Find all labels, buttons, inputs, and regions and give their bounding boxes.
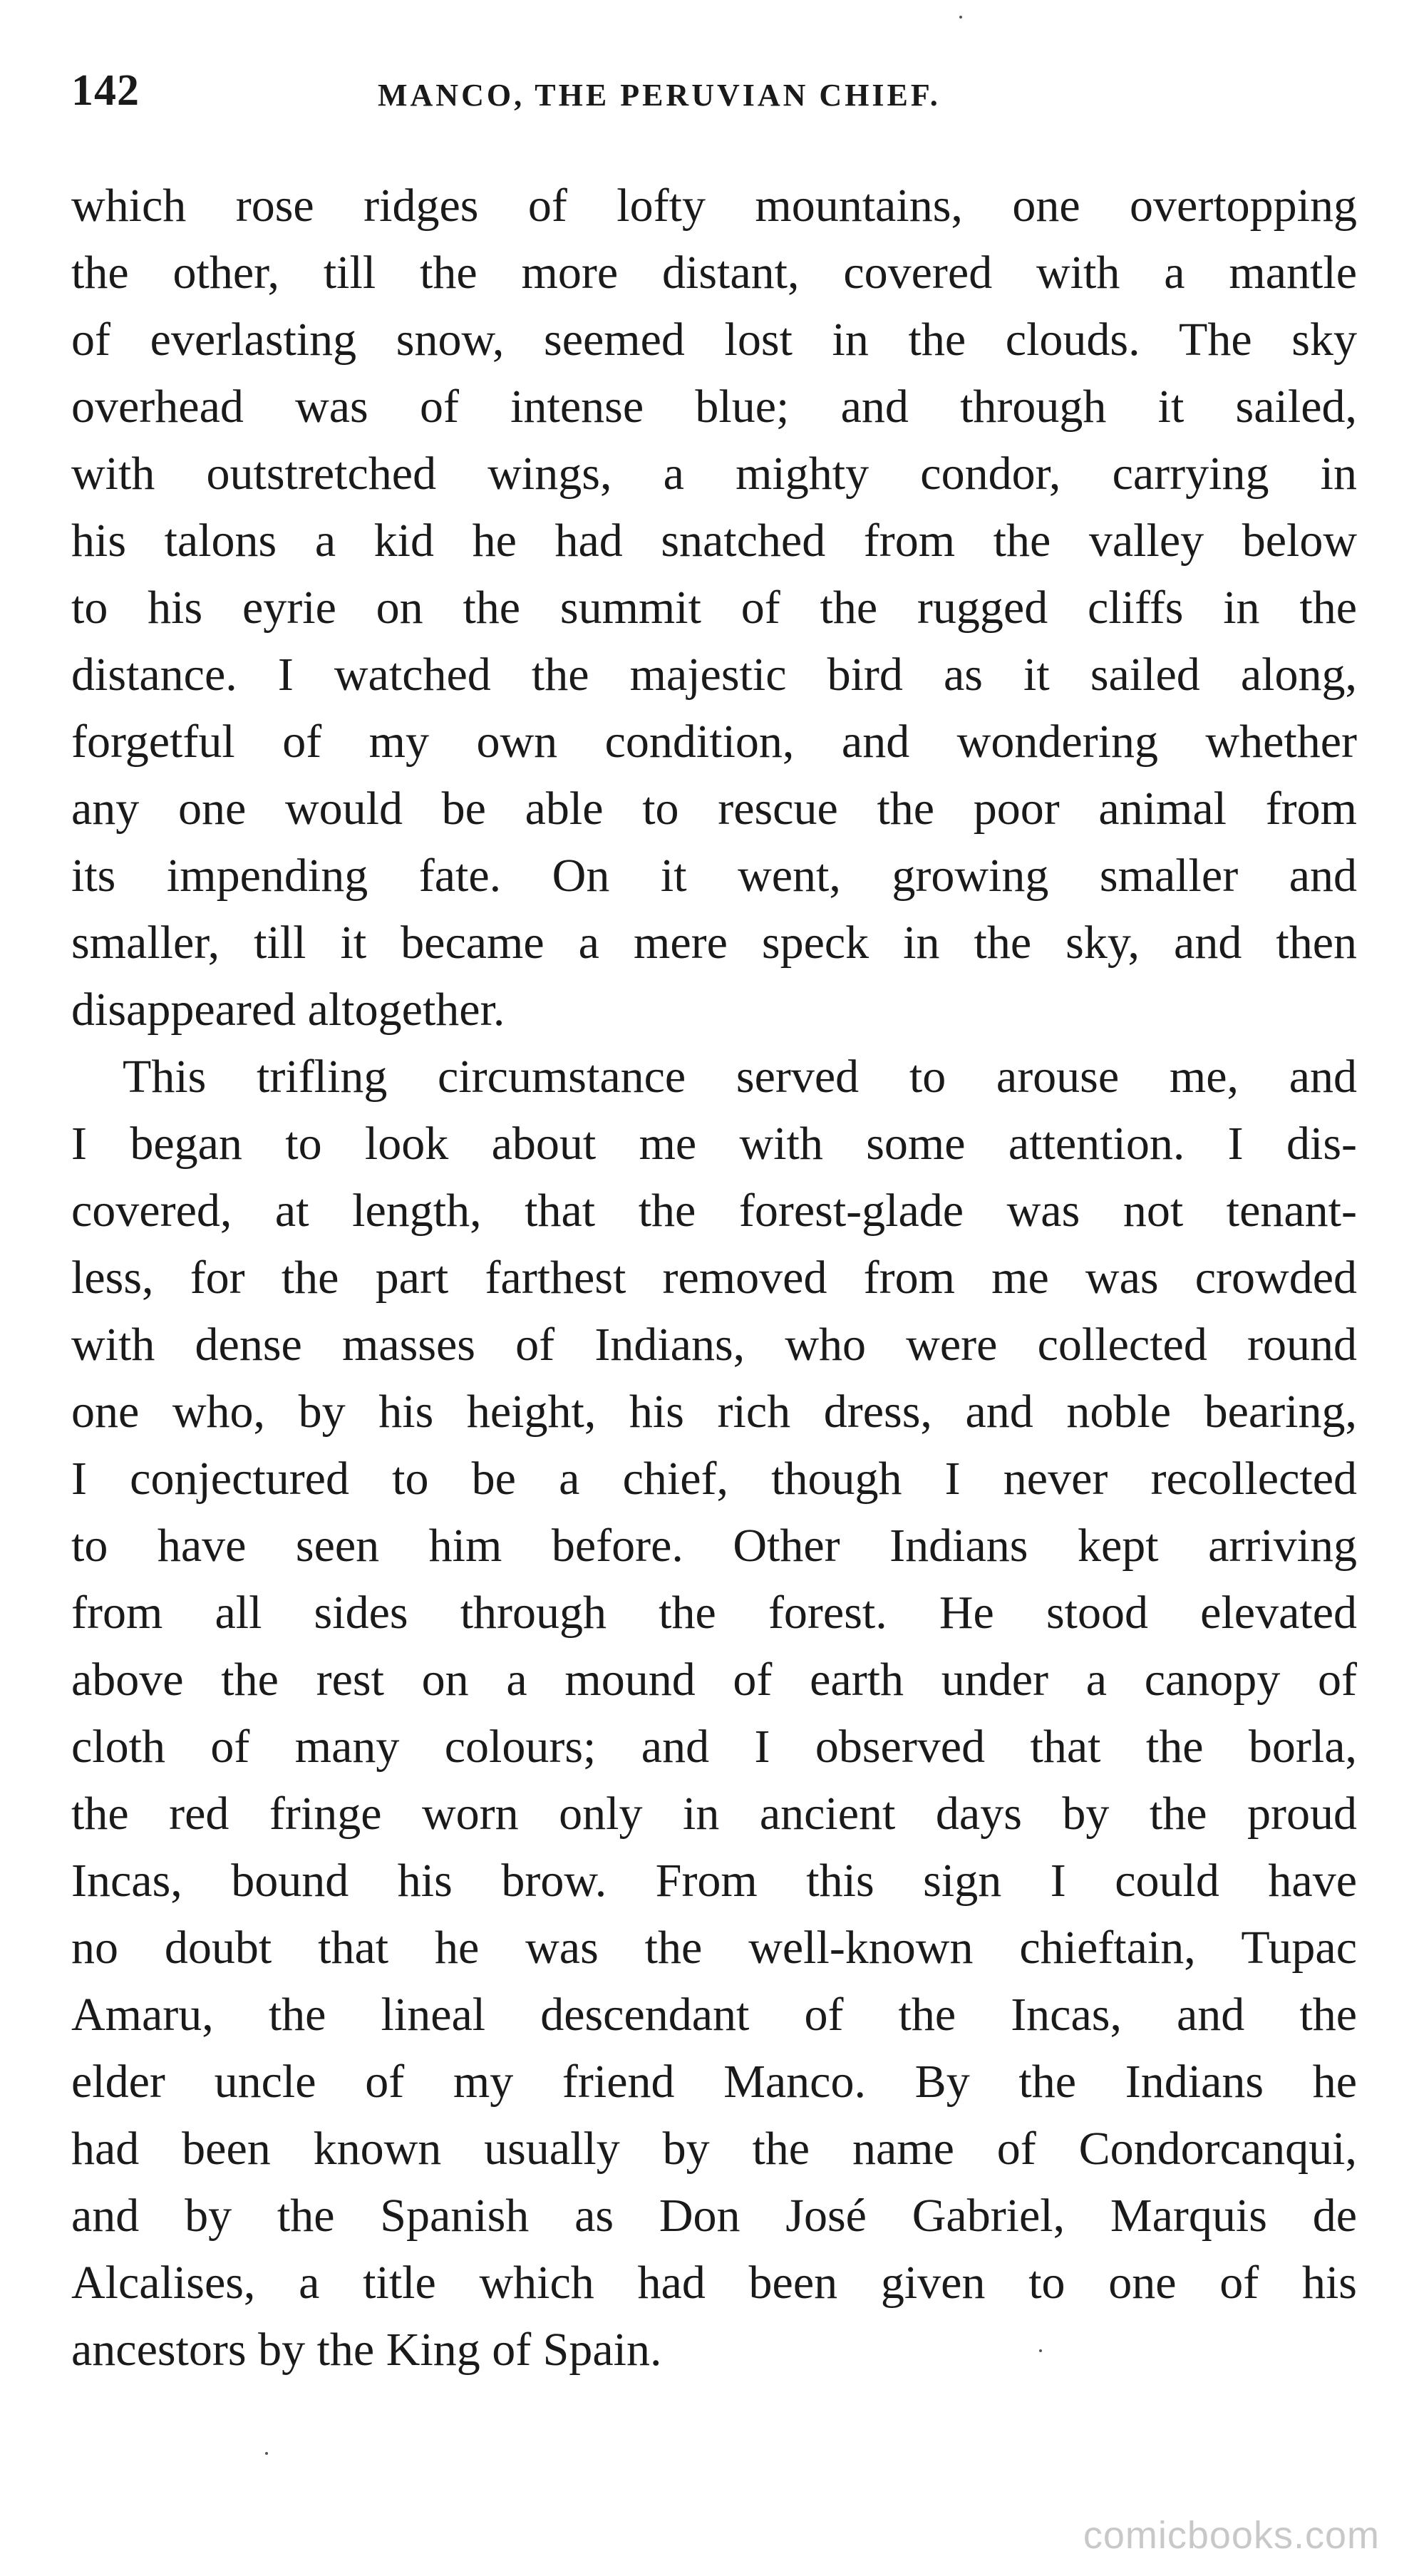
text-line: with outstretched wings, a mighty condor, carrying in: [71, 448, 1357, 500]
text-line: Amaru, the lineal descendant of the Incas, and the: [71, 1989, 1357, 2041]
text-line: I conjectured to be a chief, though I never recollected: [71, 1453, 1357, 1505]
running-title: MANCO, THE PERUVIAN CHIEF.: [378, 78, 941, 113]
text-line: overhead was of intense blue; and through it sailed,: [71, 381, 1357, 433]
text-line: to have seen him before. Other Indians kept arriving: [71, 1520, 1357, 1572]
text-line: any one would be able to rescue the poor animal from: [71, 783, 1357, 835]
text-line: distance. I watched the majestic bird as it sailed along,: [71, 649, 1357, 701]
text-line: the other, till the more distant, covered with a mantle: [71, 247, 1357, 299]
page-header: [71, 66, 1354, 130]
text-line: no doubt that he was the well-known chieftain, Tupac: [71, 1922, 1357, 1974]
text-line: with dense masses of Indians, who were collected round: [71, 1319, 1357, 1371]
watermark: comicbooks.com: [1083, 2514, 1380, 2557]
text-line: which rose ridges of lofty mountains, one overtopping: [71, 180, 1357, 232]
body-text: [71, 172, 1357, 2384]
text-line: cloth of many colours; and I observed that the borla,: [71, 1721, 1357, 1773]
text-line: covered, at length, that the forest-glade was not tenant-: [71, 1185, 1357, 1237]
paragraph-1: [71, 172, 1357, 1044]
text-line: less, for the part farthest removed from me was crowded: [71, 1252, 1357, 1304]
text-line: from all sides through the forest. He stood elevated: [71, 1587, 1357, 1639]
text-line: above the rest on a mound of earth under a canopy of: [71, 1654, 1357, 1706]
text-line: its impending fate. On it went, growing smaller and: [71, 850, 1357, 902]
text-line: forgetful of my own condition, and wondering whether: [71, 716, 1357, 768]
scan-speck: [959, 16, 962, 19]
text-line: This trifling circumstance served to arouse me, and: [123, 1051, 1357, 1103]
text-line: his talons a kid he had snatched from the valley below: [71, 515, 1357, 567]
text-line: ancestors by the King of Spain.: [71, 2324, 662, 2376]
page-number: 142: [71, 66, 140, 115]
text-line: to his eyrie on the summit of the rugged cliffs in the: [71, 582, 1357, 634]
text-line: Incas, bound his brow. From this sign I could have: [71, 1855, 1357, 1907]
text-line: the red fringe worn only in ancient days by the proud: [71, 1788, 1357, 1840]
text-line: elder uncle of my friend Manco. By the Indians he: [71, 2056, 1357, 2108]
text-line: and by the Spanish as Don José Gabriel, Marquis de: [71, 2190, 1357, 2242]
text-line: Alcalises, a title which had been given to one of his: [71, 2257, 1357, 2309]
text-line: disappeared altogether.: [71, 984, 505, 1036]
text-line: of everlasting snow, seemed lost in the clouds. The sky: [71, 314, 1357, 366]
text-line: had been known usually by the name of Condorcanqui,: [71, 2123, 1357, 2175]
text-line: smaller, till it became a mere speck in the sky, and then: [71, 917, 1357, 969]
scan-speck: [265, 2452, 268, 2455]
paragraph-2: [71, 1044, 1357, 2384]
text-line: one who, by his height, his rich dress, and noble bearing,: [71, 1386, 1357, 1438]
text-line: I began to look about me with some attention. I dis-: [71, 1118, 1357, 1170]
